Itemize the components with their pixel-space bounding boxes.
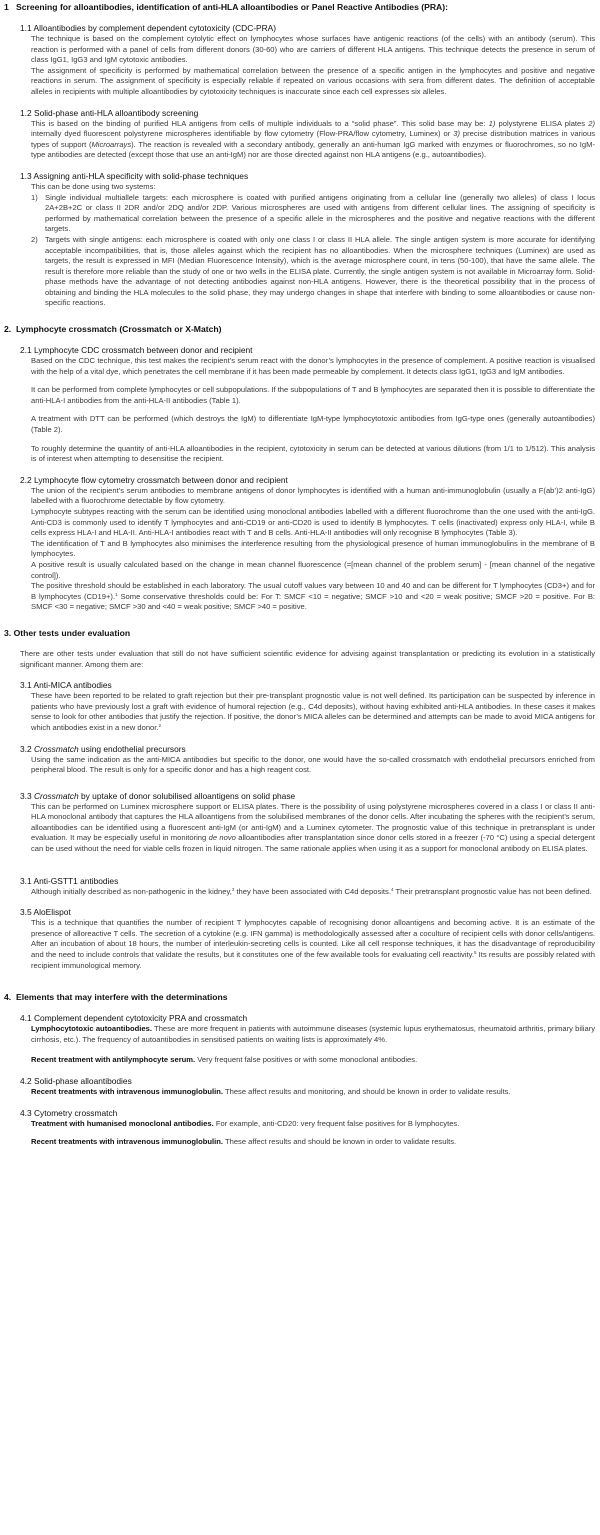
numbered-list: [31, 193, 595, 310]
paragraph: Lymphocyte subtypes reacting with the serum can be identified using monoclonal antibodies labelled with a different fluorochrome than the one used with the anti-IgG. Anti-CD3 is commonly used to identify T lymphocytes and anti-CD19 or anti-CD20 is used to identify B lymphocytes. T cells (inactivated) express only HLA-I, while B cells express HLA-I and HLA-II. Anti-HLA-I antibodies react with T and B cells. Anti-HLA-II antibodies will only recognise B lymphocytes (Table 3).: [31, 507, 595, 538]
section-2: [4, 324, 595, 613]
subsection-4-1: [4, 1013, 595, 1066]
paragraph: This can be performed on Luminex microsphere support or ELISA plates. There is the possibility of using polystyrene microspheres covered in a class I or class II anti-HLA monoclonal antibody that captures the HLA alloantigens from the solubilised membranes of the donor cells. After incubating the spheres with the recipient’s serum, alloantibodies can be identified using a fluorescent anti-IgM (or anti-IgM) and a Luminex cytometer. The prognostic value of this technique in pretransplant is under evaluation. It may be especially useful in monitoring de novo alloantibodies after transplantation since donor cells stored in a freezer (-70 °C) using a special detergent can be used without the need for viable cells frozen in liquid nitrogen. The same rationale applies when using it as a support for monoclonal antibody on ELISA plates.: [31, 801, 595, 854]
section-title: Lymphocyte crossmatch (Crossmatch or X-Match): [16, 324, 222, 335]
subsection-heading: 3.3 Crossmatch by uptake of donor solubilised alloantigens on solid phase: [20, 790, 296, 801]
subsection-heading: 1.1 Alloantibodies by complement dependent cytotoxicity (CDC-PRA): [20, 23, 277, 33]
subsection-1-2: [4, 108, 595, 161]
section-title: Screening for alloantibodies, identification of anti-HLA alloantibodies or Panel Reactive Antibodies (PRA):: [16, 2, 448, 12]
footnote-ref: 5: [473, 950, 477, 956]
list-item: 1) Single individual multiallele targets: each microsphere is coated with purified antigens originating from a cellular line (generally two alleles) of class I locus 2A+2B+2C or class II 2DR and/or 2DQ and/or 2DP. Various microspheres are used with antigens from different cellular lines. The assigning of specificity is performed by mathematical correlation between the presence of a specific allele in the microspheres and the positive and negative reactions with the different targets.: [31, 192, 595, 234]
section-3: [4, 628, 595, 971]
paragraph: This is a technique that quantifies the number of recipient T lymphocytes capable of recognising donor alloantigens and becoming active. It is an estimate of the presence of alloreactive T cells. The secretion of a cytokine (e.g. IFN gamma) is methodologically assessed after a coculture of recipient cells with donor cells/antigens. After an incubation of about 18 hours, the number of interleukin-secreting cells is counted. Like all cell response techniques, it has the disadvantage of reproducibility and the need to include controls that validate the results, but it constitutes one of the few available tools for evaluating cell reactivity.$^5$ Its results are possibly related with recipient immunological memory.: [31, 918, 595, 970]
subsection-4-2: [4, 1076, 595, 1098]
paragraph: Lymphocytotoxic autoantibodies. These are more frequent in patients with autoimmune diseases (systemic lupus erythematosus, rheumatoid arthritis, primary biliary cirrhosis, etc.). The frequency of autoantibodies in sensitised patients on waiting lists is approximately 4%.: [31, 1024, 595, 1044]
subsection-heading: 2.2 Lymphocyte flow cytometry crossmatch between donor and recipient: [20, 474, 288, 485]
paragraph: There are other tests under evaluation that still do not have sufficient scientific evidence for advising against transplantation or predicting its evolution in a statistically significant manner. Among them are:: [20, 648, 595, 669]
paragraph: Recent treatment with antilymphocyte serum. Very frequent false positives or with some monoclonal antibodies.: [31, 1055, 418, 1065]
subsection-2-2: [4, 475, 595, 613]
paragraph: Although initially described as non-pathogenic in the kidney,$^3$ they have been associated with C4d deposits.$^4$ Their pretransplant prognostic value has not been defined.: [31, 886, 592, 896]
section-heading: [4, 324, 595, 335]
paragraph: The identification of T and B lymphocytes also minimises the interference resulting from the physiological presence of human immunoglobulins in the membrane of B lymphocytes.: [31, 538, 595, 559]
paragraph: This can be done using two systems:: [31, 181, 156, 191]
section-1: [4, 2, 595, 309]
subsection-heading: 3.1 Anti-GSTT1 antibodies: [20, 875, 119, 886]
subsection-heading: 4.3 Cytometry crossmatch: [20, 1107, 118, 1118]
section-number: 3.: [4, 627, 12, 638]
paragraph: Treatment with humanised monoclonal antibodies. For example, anti-CD20: very frequent false positives for B lymphocytes.: [31, 1118, 460, 1128]
subsection-heading: 1.2 Solid-phase anti-HLA alloantibody screening: [20, 107, 199, 118]
subsection-3-5: [4, 907, 595, 971]
paragraph: The technique is based on the complement cytolytic effect on lymphocytes whose surfaces have antigenic reactions (of the cells) with an antibody (serum). This reaction is performed with a panel of cells from different donors (30-60) who are carriers of different HLA antigens. This technique detects the presence in serum of class IgG1, IgG3 and IgM cytotoxic antibodies.: [31, 34, 595, 65]
section-number: 1: [4, 2, 9, 12]
section-title: Elements that may interfere with the determinations: [16, 992, 228, 1003]
subsection-3-3: [4, 791, 595, 855]
subsection-heading: 2.1 Lymphocyte CDC crossmatch between donor and recipient: [20, 345, 253, 356]
paragraph: These have been reported to be related to graft rejection but their pre-transplant prognostic value is not well defined. Its participation can be suspected by inference in patients who have previously lost a graft with evidence of humoral rejection (e.g., C4d deposits), without having exhibited anti-HLA antibodies. In these cases it makes sense to look for other antibodies that justify the rejection. If positive, the donor’s MICA alleles can be determined and attempts can be made to avoid MICA antigens for which antibodies exist in a new donor.$^2$: [31, 691, 595, 732]
subsection-1-3: [4, 171, 595, 309]
paragraph: A positive result is usually calculated based on the change in mean channel fluorescence (=[mean channel of the problem serum] - [mean channel of the negative control]).: [31, 559, 595, 580]
paragraph: Recent treatments with intravenous immunoglobulin. These affect results and monitoring, and should be known in order to validate results.: [31, 1087, 511, 1096]
subsection-heading: 1.3 Assigning anti-HLA specificity with solid-phase techniques: [20, 170, 249, 181]
list-item: 2) Targets with single antigens: each microsphere is coated with only one class I or class II HLA allele. The single antigen system is more accurate for identifying acceptable incompatibilities, that is, those alleles against which the recipient has no alloantibodies. When the microsphere techniques (Luminex) are used as targets, the result is expressed in MFI (Median Fluorescence Intensity), which is the average microsphere count, in tens (50-100), that have the same allele. The result is therefore more reliable than the study of one or two wells in the ELISA plate. Currently, the single antigen system is not available in Microarray form. Solid-phase methods have the advantage of not detecting antibodies against non-HLA antigens. However, there is the theoretical possibility that in the process of obtaining and binding the HLA molecules to the solid phase, they may undergo changes in shape that interfere with binding to some alloantibodies or cause non-specific reactions.: [31, 234, 595, 308]
subsection-3-4: [4, 876, 595, 898]
paragraph: Based on the CDC technique, this test makes the recipient’s serum react with the donor’s lymphocytes in the presence of complement. A positive reaction is visualised with the help of a vital dye, which penetrates the cell membrane if it has been made permeable by complement. It detects class IgG1, IgG3 and IgM antibodies.: [31, 356, 595, 376]
footnote-ref: 1: [115, 591, 118, 597]
paragraph: To roughly determine the quantity of anti-HLA alloantibodies in the recipient, cytotoxicity in serum can be detected at various dilutions (from 1/1 to 1/512). This analysis is of interest when attempting to desensitise the recipient.: [31, 443, 595, 464]
section-number: 2.: [4, 324, 12, 335]
section-number: 4.: [4, 992, 12, 1003]
section-title: Other tests under evaluation: [13, 627, 131, 638]
paragraph: The union of the recipient’s serum antibodies to membrane antigens of donor lymphocytes is identified with a human anti-immunoglobulin (usually a F(ab’)2 anti-IgG) labelled with a fluorochrome detectable by flow cytometry.: [31, 485, 595, 506]
footnote-ref: 2: [158, 722, 161, 728]
subsection-2-1: [4, 345, 595, 465]
section-heading: [4, 992, 595, 1003]
subsection-heading: 3.5 AloElispot: [20, 907, 71, 918]
paragraph: This is based on the binding of purified HLA antigens from cells of multiple individuals to a “solid phase”. This solid base may be: 1) polystyrene ELISA plates 2) internally dyed fluorescent polystyrene microspheres identifiable by flow cytometry (Flow-PRA/flow cytometry, Luminex) or 3) precise distribution matrices in various types of support (Microarrays). The reaction is revealed with a secondary antibody, generally an anti-human IgG marked with enzymes or fluorochromes, so no IgM-type antibodies are detected (except those that use an anti-IgM) nor are those directed against non HLA antigens (e.g., autoantibodies).: [31, 118, 595, 160]
subsection-heading: 4.2 Solid-phase alloantibodies: [20, 1076, 132, 1086]
subsection-3-2: [4, 744, 595, 776]
paragraph: Using the same indication as the anti-MICA antibodies but specific to the donor, one would have the so-called crossmatch with endothelial precursors enriched from peripheral blood. The result is only for a specific donor and has a high reagent cost.: [31, 754, 595, 775]
paragraph: The positive threshold should be established in each laboratory. The usual cutoff values vary between 10 and 40 and can be different for T lymphocytes (CD3+) and for B lymphocytes (CD19+).$^1$ Some conservative thresholds could be: For T: SMCF <10 = negative; SMCF >10 and <20 = weak positive; SMCF >20 = positive. For B: SMCF <30 = negative; SMCF >30 and <40 = weak positive; SMCF >40 = positive.: [31, 581, 595, 612]
subsection-heading: 3.2 Crossmatch using endothelial precursors: [20, 743, 186, 754]
section-heading: [4, 2, 595, 13]
section-4: [4, 992, 595, 1148]
subsection-4-3: [4, 1108, 595, 1148]
subsection-heading: 4.1 Complement dependent cytotoxicity PRA and crossmatch: [20, 1013, 248, 1024]
footnote-ref: 4: [390, 886, 394, 892]
subsection-heading: 3.1 Anti-MICA antibodies: [20, 680, 112, 691]
paragraph: It can be performed from complete lymphocytes or cell subpopulations. If the subpopulations of T and B lymphocytes are separated then it is possible to differentiate the anti-HLA-I antibodies from the anti-HLA-II antibodies (Table 1).: [31, 385, 595, 405]
section-heading: [4, 628, 595, 639]
paragraph: Recent treatments with intravenous immunoglobulin. These affect results and should be known in order to validate results.: [31, 1137, 457, 1147]
footnote-ref: 3: [231, 886, 235, 892]
paragraph: A treatment with DTT can be performed (which destroys the IgM) to differentiate IgM-type lymphocytotoxic antibodies from IgG-type ones (generally autoantibodies) (Table 2).: [31, 414, 595, 435]
subsection-1-1: [4, 23, 595, 98]
paragraph: The assignment of specificity is performed by mathematical correlation between the presence of a specific antigen in the lymphocytes and positive and negative reactions in serum. The assignment of specificity is especially reliable if repeated on various occasions with sera from different dates. The definition of acceptable alleles in recipients with multiple alloantibodies by cytotoxicity techniques is inaccurate since each cell expresses six alleles.: [31, 65, 595, 96]
subsection-3-1: [4, 680, 595, 733]
